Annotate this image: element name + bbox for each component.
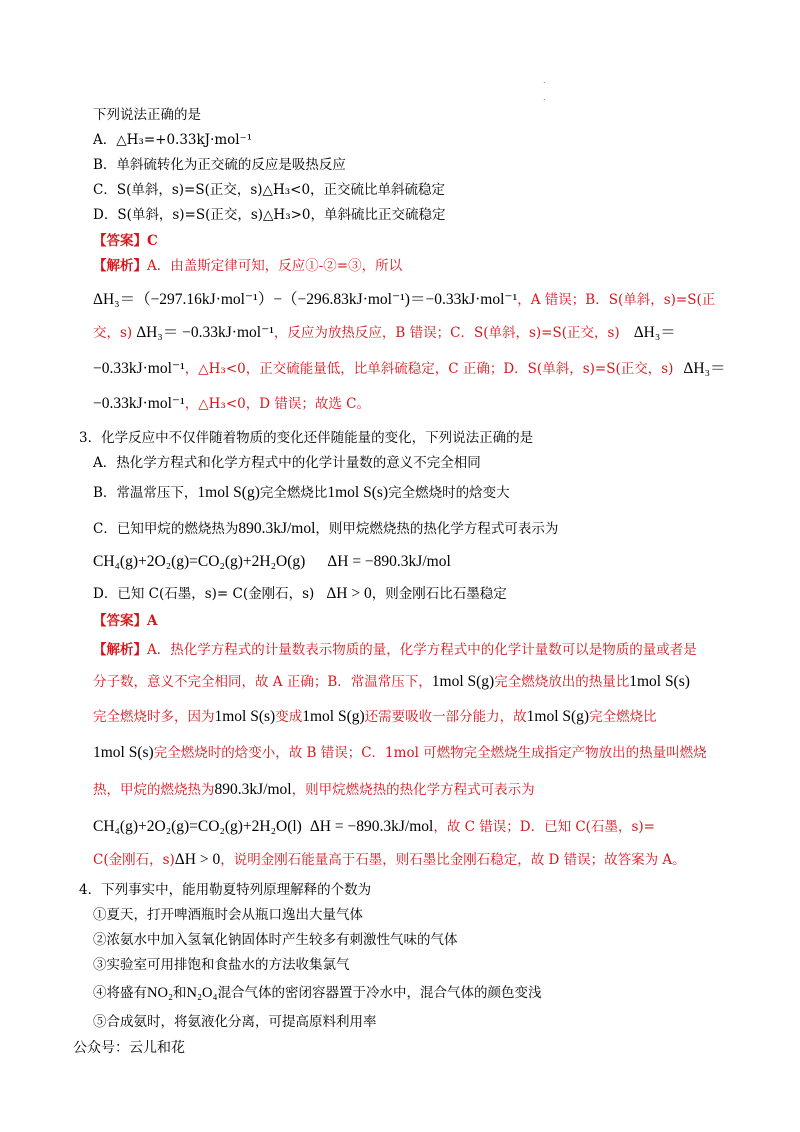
math-expression: 1mol S(s) — [214, 708, 276, 725]
math-expression: −0.33kJ·mol⁻¹ — [93, 360, 185, 377]
q3-analysis-line-4: 1mol S(s)完全燃烧时的焓变小，故 B 错误；C．1mol 可燃物完全燃烧生成指定产物放出的热量叫燃烧 — [93, 744, 707, 761]
q3-analysis-line-7: C(金刚石，s)ΔH > 0，说明金刚石能量高于石墨，则石墨比金刚石稳定，故 D 错误；故答案为 A。 — [93, 851, 686, 868]
answer-value: A — [147, 613, 158, 629]
q2-analysis-line-5: −0.33kJ·mol⁻¹，△H₃<0，D 错误；故选 C。 — [93, 395, 370, 412]
q3-analysis-line-1: 【解析】A．热化学方程式的计量数表示物质的量，化学方程式中的化学计量数可以是物质的量或者是 — [93, 642, 697, 658]
math-expression: ΔH₃＝ — [633, 324, 676, 341]
q2-option-b: B．单斜硫转化为正交硫的反应是吸热反应 — [93, 157, 346, 173]
math-expression: NO₂ — [147, 985, 173, 1001]
answer-tag: 【答案】 — [93, 233, 147, 249]
math-expression: ΔH₃＝ — [683, 360, 726, 377]
q2-stem: 下列说法正确的是 — [93, 107, 201, 123]
math-expression: 890.3kJ/mol — [214, 781, 292, 798]
math-expression: 1mol S(s) — [327, 484, 389, 501]
q3-equation-c — [93, 553, 451, 571]
math-expression: ΔH = −890.3kJ/mol — [309, 818, 434, 835]
answer-tag: 【答案】 — [93, 613, 147, 629]
q2-analysis-line-3: 交，s) ΔH₃＝ −0.33kJ·mol⁻¹，反应为放热反应，B 错误；C．S(单斜，s)=S(正交，s) ΔH₃＝ — [93, 324, 676, 341]
q4-item-4: ④将盛有NO₂和N₂O₄混合气体的密闭容器置于冷水中，混合气体的颜色变浅 — [93, 985, 542, 1001]
math-expression: 890.3kJ/mol — [238, 520, 316, 537]
q3-option-c: C．已知甲烷的燃烧热为890.3kJ/mol，则甲烷燃烧热的热化学方程式可表示为 — [93, 520, 559, 537]
q3-answer — [93, 612, 157, 630]
math-expression: ΔH > 0 — [174, 851, 221, 868]
q4-item-5: ⑤合成氨时，将氨液化分离，可提高原料利用率 — [93, 1014, 377, 1030]
header-mark-top: . — [543, 76, 546, 85]
q3-option-d: D．已知 C(石墨，s)= C(金刚石，s) ΔH > 0，则金刚石比石墨稳定 — [93, 585, 507, 602]
math-expression: CH₄(g)+2O₂(g)=CO₂(g)+2H₂O(g) — [93, 553, 306, 570]
footer-credit: 公众号：云儿和花 — [73, 1040, 185, 1056]
q2-option-a: A．△H₃=+0.33kJ·mol⁻¹ — [93, 132, 253, 148]
answer-value: C — [147, 233, 158, 249]
math-expression: −0.33kJ·mol⁻¹ — [93, 395, 185, 412]
analysis-tag: 【解析】 — [93, 258, 147, 274]
q3-analysis-line-5: 热，甲烷的燃烧热为890.3kJ/mol，则甲烷燃烧热的热化学方程式可表示为 — [93, 781, 535, 798]
math-expression: 1mol S(g) — [431, 673, 495, 690]
q2-option-d: D．S(单斜，s)=S(正交，s)△H₃>0，单斜硫比正交硫稳定 — [93, 207, 446, 223]
q3-option-a: A．热化学方程式和化学方程式中的化学计量数的意义不完全相同 — [93, 455, 481, 471]
math-expression: ΔH > 0 — [326, 585, 372, 602]
q2-answer — [93, 232, 158, 250]
q3-option-b: B．常温常压下，1mol S(g)完全燃烧比1mol S(s)完全燃烧时的焓变大 — [93, 484, 510, 501]
q3-analysis-line-6: CH₄(g)+2O₂(g)=CO₂(g)+2H₂O(l) ΔH = −890.3kJ/mol，故 C 错误；D．已知 C(石墨，s)= — [93, 818, 655, 835]
q4-stem: 4．下列事实中，能用勒夏特列原理解释的个数为 — [79, 882, 372, 898]
math-expression: 1mol S(g) — [526, 708, 590, 725]
q4-item-2: ②浓氨水中加入氢氧化钠固体时产生较多有刺激性气味的气体 — [93, 932, 458, 948]
q3-analysis-line-2: 分子数，意义不完全相同，故 A 正确；B．常温常压下，1mol S(g)完全燃烧放出的热量比1mol S(s) — [93, 673, 690, 690]
q4-item-1: ①夏天，打开啤酒瓶时会从瓶口逸出大量气体 — [93, 907, 363, 923]
q2-option-c: C．S(单斜，s)=S(正交，s)△H₃<0，正交硫比单斜硫稳定 — [93, 182, 446, 198]
math-expression: 1mol S(s) — [93, 744, 154, 761]
math-expression: 1mol S(g) — [302, 708, 365, 725]
q3-analysis-line-3: 完全燃烧时多，因为1mol S(s)变成1mol S(g)还需要吸收一部分能力，故1mol S(g)完全燃烧比 — [93, 708, 657, 725]
q4-item-3: ③实验室可用排饱和食盐水的方法收集氯气 — [93, 957, 350, 973]
q2-analysis-line-1: 【解析】A．由盖斯定律可知，反应①-②=③，所以 — [93, 258, 403, 274]
math-expression: ΔH = −890.3kJ/mol — [327, 553, 451, 570]
math-expression: CH₄(g)+2O₂(g)=CO₂(g)+2H₂O(l) — [93, 818, 302, 835]
math-expression: ΔH₃＝ −0.33kJ·mol⁻¹ — [136, 324, 274, 341]
math-expression: 1mol S(s) — [629, 673, 690, 690]
header-mark-bottom: . — [543, 93, 546, 102]
q3-stem: 3．化学反应中不仅伴随着物质的变化还伴随能量的变化，下列说法正确的是 — [79, 430, 534, 446]
math-expression: N₂O₄ — [186, 985, 218, 1001]
q2-analysis-line-2: ΔH₃＝（−297.16kJ·mol⁻¹）−（−296.83kJ·mol⁻¹)＝−0.33kJ·mol⁻¹，A 错误；B．S(单斜，s)=S(正 — [93, 291, 716, 308]
analysis-tag: 【解析】 — [93, 642, 147, 658]
q2-analysis-line-4: −0.33kJ·mol⁻¹，△H₃<0，正交硫能量低，比单斜硫稳定，C 正确；D．S(单斜，s)=S(正交，s) ΔH₃＝ — [93, 360, 726, 377]
math-expression: 1mol S(g) — [197, 484, 260, 501]
math-expression: ΔH₃＝（−297.16kJ·mol⁻¹）−（−296.83kJ·mol⁻¹)＝−0.33kJ·mol⁻¹ — [93, 291, 518, 308]
